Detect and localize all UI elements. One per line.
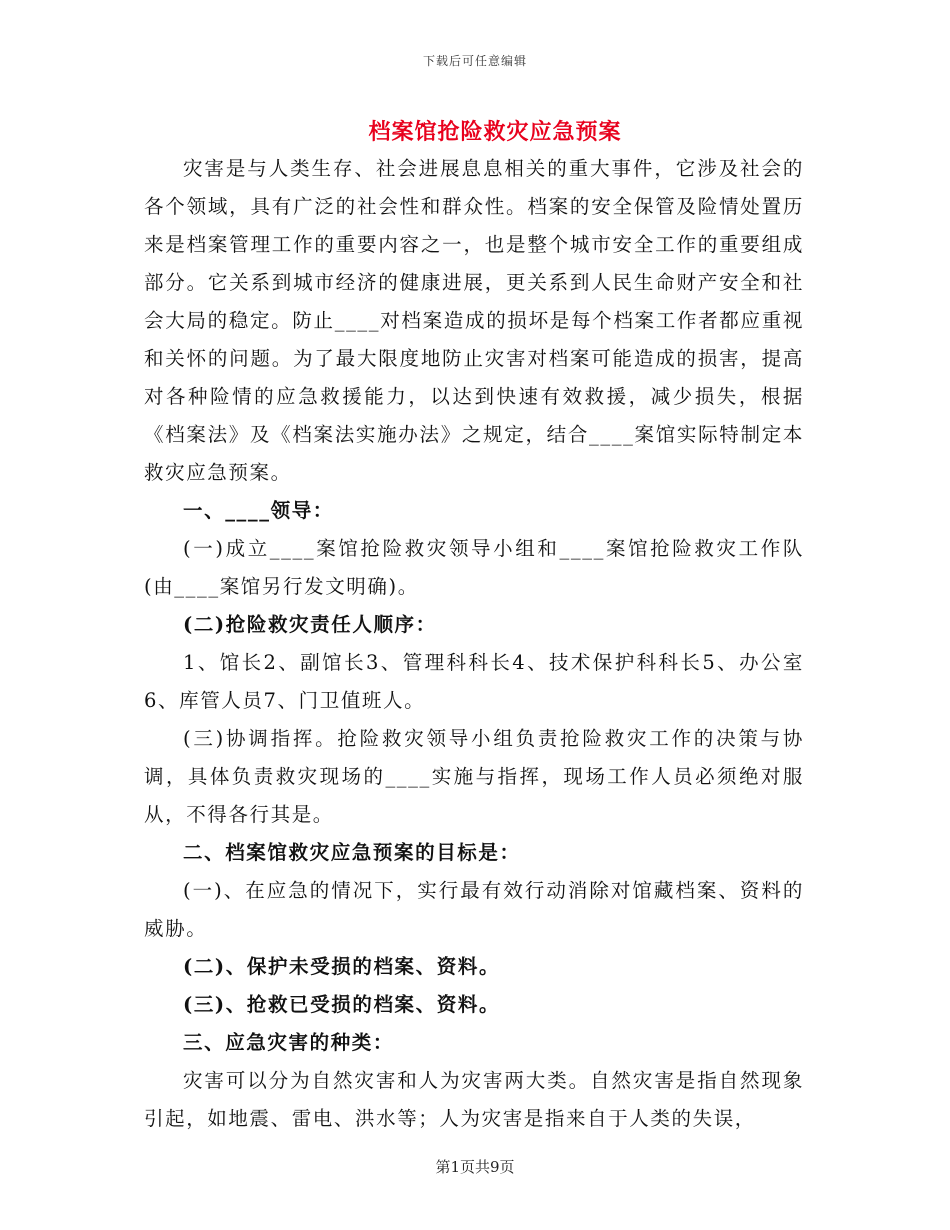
paragraph-intro: 灾害是与人类生存、社会进展息息相关的重大事件，它涉及社会的各个领域，具有广泛的社会性和群众性。档案的安全保管及险情处置历来是档案管理工作的重要内容之一，也是整个城市安全工作的重要组成部分。它关系到城市经济的健康进展，更关系到人民生命财产安全和社会大局的稳定。防止____对档案造成的损坏是每个档案工作者都应重视和关怀的问题。为了最大限度地防止灾害对档案可能造成的损害，提高对各种险情的应急救援能力，以达到快速有效救援，减少损失，根据《档案法》及《档案法实施办法》之规定，结合____案馆实际特制定本救灾应急预案。: [144, 157, 804, 484]
page-header-note: 下载后可任意编辑: [422, 54, 527, 68]
document-title: 档案馆抢险救灾应急预案: [368, 119, 622, 145]
paragraph-goal-3: (三)、抢救已受损的档案、资料。: [183, 993, 501, 1016]
paragraph-coordination: (三)协调指挥。抢险救灾领导小组负责抢险救灾工作的决策与协调，具体负责救灾现场的____实施与指挥，现场工作人员必须绝对服从，不得各行其是。: [144, 727, 804, 826]
paragraph-goal-1: (一)、在应急的情况下，实行最有效行动消除对馆藏档案、资料的威胁。: [144, 879, 804, 940]
document-body: [144, 150, 804, 1138]
page-number-footer: 第1页共9页: [435, 1158, 515, 1176]
subheading-responsible-order: (二)抢险救灾责任人顺序：: [183, 613, 437, 636]
paragraph-establish-team: (一)成立____案馆抢险救灾领导小组和____案馆抢险救灾工作队(由____案馆另行发文明确)。: [144, 537, 804, 598]
section-heading-goals: 二、档案馆救灾应急预案的目标是：: [183, 841, 521, 864]
paragraph-goal-2: (二)、保护未受损的档案、资料。: [183, 955, 501, 978]
section-heading-leadership: 一、____领导：: [183, 499, 334, 522]
paragraph-responsible-list: 1、馆长2、副馆长3、管理科科长4、技术保护科科长5、办公室6、库管人员7、门卫值班人。: [144, 651, 804, 712]
paragraph-disaster-types: 灾害可以分为自然灾害和人为灾害两大类。自然灾害是指自然现象引起，如地震、雷电、洪水等；人为灾害是指来自于人类的失误，: [144, 1069, 804, 1130]
section-heading-disaster-types: 三、应急灾害的种类：: [183, 1031, 395, 1054]
